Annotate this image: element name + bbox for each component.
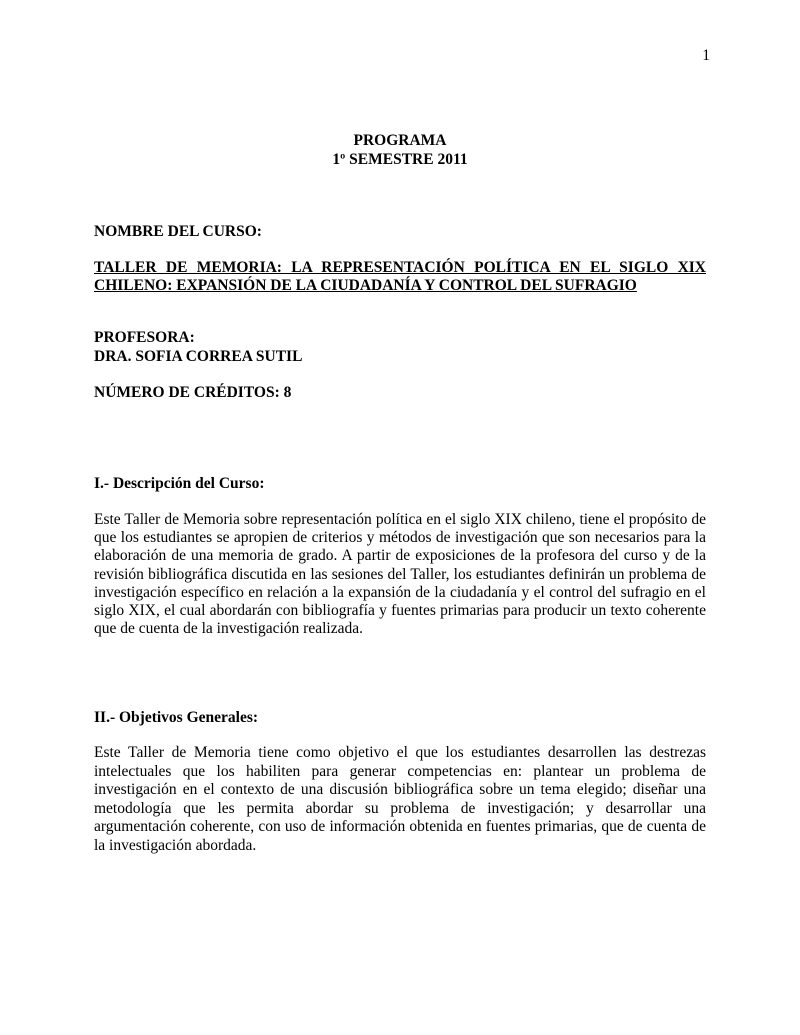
credits-label: NÚMERO DE CRÉDITOS: 8	[94, 384, 292, 401]
professor-name: DRA. SOFIA CORREA SUTIL	[94, 348, 303, 365]
professor-label: PROFESORA:	[94, 329, 195, 346]
course-name-label: NOMBRE DEL CURSO:	[94, 223, 262, 240]
document-header	[94, 131, 706, 169]
section-body-description: Este Taller de Memoria sobre representación política en el siglo XIX chileno, tiene el propósito de que los estudiantes se apropien de criterios y métodos de investigación que son necesarios para la elaboración de una memoria de grado. A partir de exposiciones de la profesora del curso y de la revisión bibliográfica discutida en las sesiones del Taller, los estudiantes definirán un problema de investigación específico en relación a la expansión de la ciudadanía y el control del sufragio en el siglo XIX, el cual abordarán con bibliografía y fuentes primarias para producir un texto coherente que de cuenta de la investigación realizada.	[94, 511, 706, 638]
course-title: TALLER DE MEMORIA: LA REPRESENTACIÓN POLÍTICA EN EL SIGLO XIX CHILENO: EXPANSIÓN DE LA CIUDADANÍA Y CONTROL DEL SUFRAGIO	[94, 259, 706, 294]
semester-label: 1º SEMESTRE 2011	[332, 151, 468, 168]
section-body-objectives: Este Taller de Memoria tiene como objetivo el que los estudiantes desarrollen las destrezas intelectuales que los habiliten para generar competencias en: plantear un problema de investigación en el contexto de una discusión bibliográfica sobre un tema elegido; diseñar una metodología que les permita abordar su problema de investigación; y desarrollar una argumentación coherente, con uso de información obtenida en fuentes primarias, que de cuenta de la investigación abordada.	[94, 744, 706, 854]
page-number: 1	[702, 47, 710, 64]
section-heading-description: I.- Descripción del Curso:	[94, 475, 265, 492]
section-heading-objectives: II.- Objetivos Generales:	[94, 709, 259, 726]
document-title: PROGRAMA	[353, 132, 447, 149]
